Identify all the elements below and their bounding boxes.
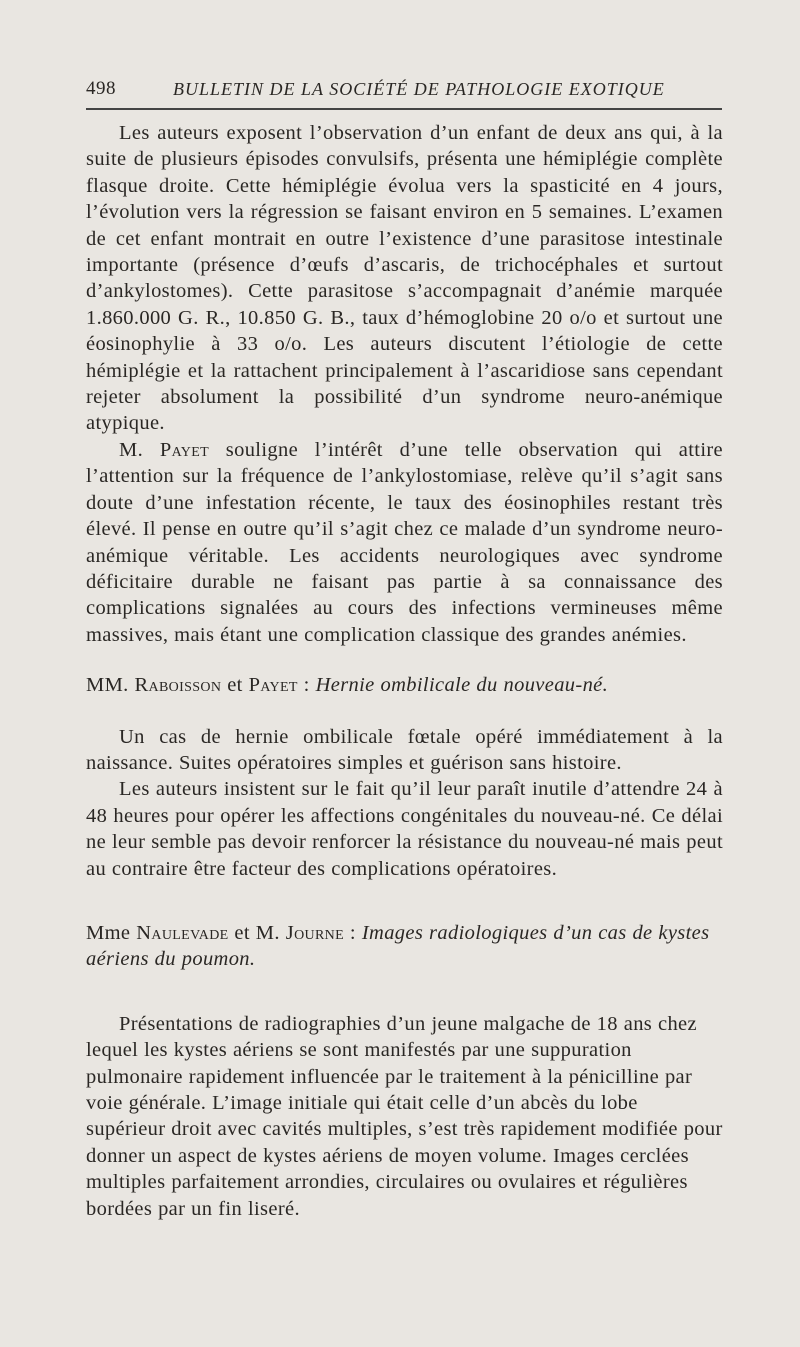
heading-prefix: Mme xyxy=(86,921,137,944)
paragraph-4: Les auteurs insistent sur le fait qu’il leur paraît inutile d’attendre 24 à 48 heures pour opérer les affections congénitales du nouveau-né. Ce délai ne leur semble pas devoir renforcer la résistance du nouveau-né mais peut au contraire être facteur des complications opératoires. xyxy=(86,778,723,880)
paragraph-1: Les auteurs exposent l’observation d’un enfant de deux ans qui, à la suite de plusieurs épisodes convulsifs, présenta une hémiplégie complète flasque droite. Cette hémiplégie évolua vers la spasticité en 4 jours, l’évolution vers la régression se faisant environ en 5 semaines. L’examen de cet enfant montrait en outre l’existence d’une parasitose intestinale importante (présence d’œufs d’ascaris, de trichocéphales et surtout d’ankylostomes). Cette parasitose s’accompagnait d’anémie marquée 1.860.000 G. R., 10.850 G. B., taux d’hémoglobine 20 o/o et surtout une éosinophylie à 33 o/o. Les auteurs discutent l’étiologie de cette hémiplégie et la rattachent principalement à l’ascaridiose sans cependant rejeter absolument la possibilité d’un syndrome neuro-anémique atypique. xyxy=(86,122,723,435)
paragraph-2-lead: M. xyxy=(119,438,160,461)
page-header xyxy=(86,76,722,106)
section-heading-2 xyxy=(86,920,723,973)
author-name: Raboisson xyxy=(134,674,222,697)
running-title: BULLETIN DE LA SOCIÉTÉ DE PATHOLOGIE EXOTIQUE xyxy=(173,79,665,99)
author-name: Payet xyxy=(159,438,210,461)
paragraph-5: Présentations de radiographies d’un jeune malgache de 18 ans chez lequel les kystes aériens se sont manifestés par une suppuration pulmonaire rapidement influencée par le traitement à la pénicilline par voie générale. L’image initiale qui était celle d’un abcès du lobe supérieur droit avec cavités multiples, s’est très rapidement modifiée pour donner un aspect de kystes aériens de moyen volume. Images cerclées multiples parfaitement arrondies, circulaires ou ovulaires et régulières bordées par un fin liseré. xyxy=(86,1012,723,1220)
author-name: Payet xyxy=(248,674,298,697)
heading-title: Hernie ombilicale du nouveau-né. xyxy=(315,674,609,697)
heading-separator: : xyxy=(297,674,316,697)
header-rule xyxy=(86,108,722,110)
paragraph-2 xyxy=(86,437,723,648)
heading-mid: et M. xyxy=(228,921,286,944)
paragraph-2-rest: souligne l’intérêt d’une telle observation qui attire l’attention sur la fréquence de l’ankylostomiase, relève qu’il s’agit sans doute d’une infestation récente, le taux des éosinophiles restant très élevé. Il pense en outre qu’il s’agit chez ce malade d’un syndrome neuro-anémique véritable. Les accidents neurologiques avec syndrome déficitaire durable ne faisant pas partie à sa connaissance des complications signalées au cours des infections vermineuses même massives, mais étant une complication classique des grandes anémies. xyxy=(86,438,723,646)
author-name: Journe xyxy=(285,921,345,944)
article-body xyxy=(86,120,723,1222)
section-heading-1 xyxy=(86,672,723,698)
paragraph-3: Un cas de hernie ombilicale fœtale opéré immédiatement à la naissance. Suites opératoires simples et guérison sans histoire. xyxy=(86,725,723,774)
heading-mid: et xyxy=(221,674,249,697)
heading-separator: : xyxy=(344,921,362,944)
author-name: Naulevade xyxy=(136,921,229,944)
heading-title: Images radiologiques d’un cas de kystes aériens du poumon. xyxy=(86,921,710,971)
heading-prefix: MM. xyxy=(86,674,135,697)
page-number: 498 xyxy=(86,78,116,99)
